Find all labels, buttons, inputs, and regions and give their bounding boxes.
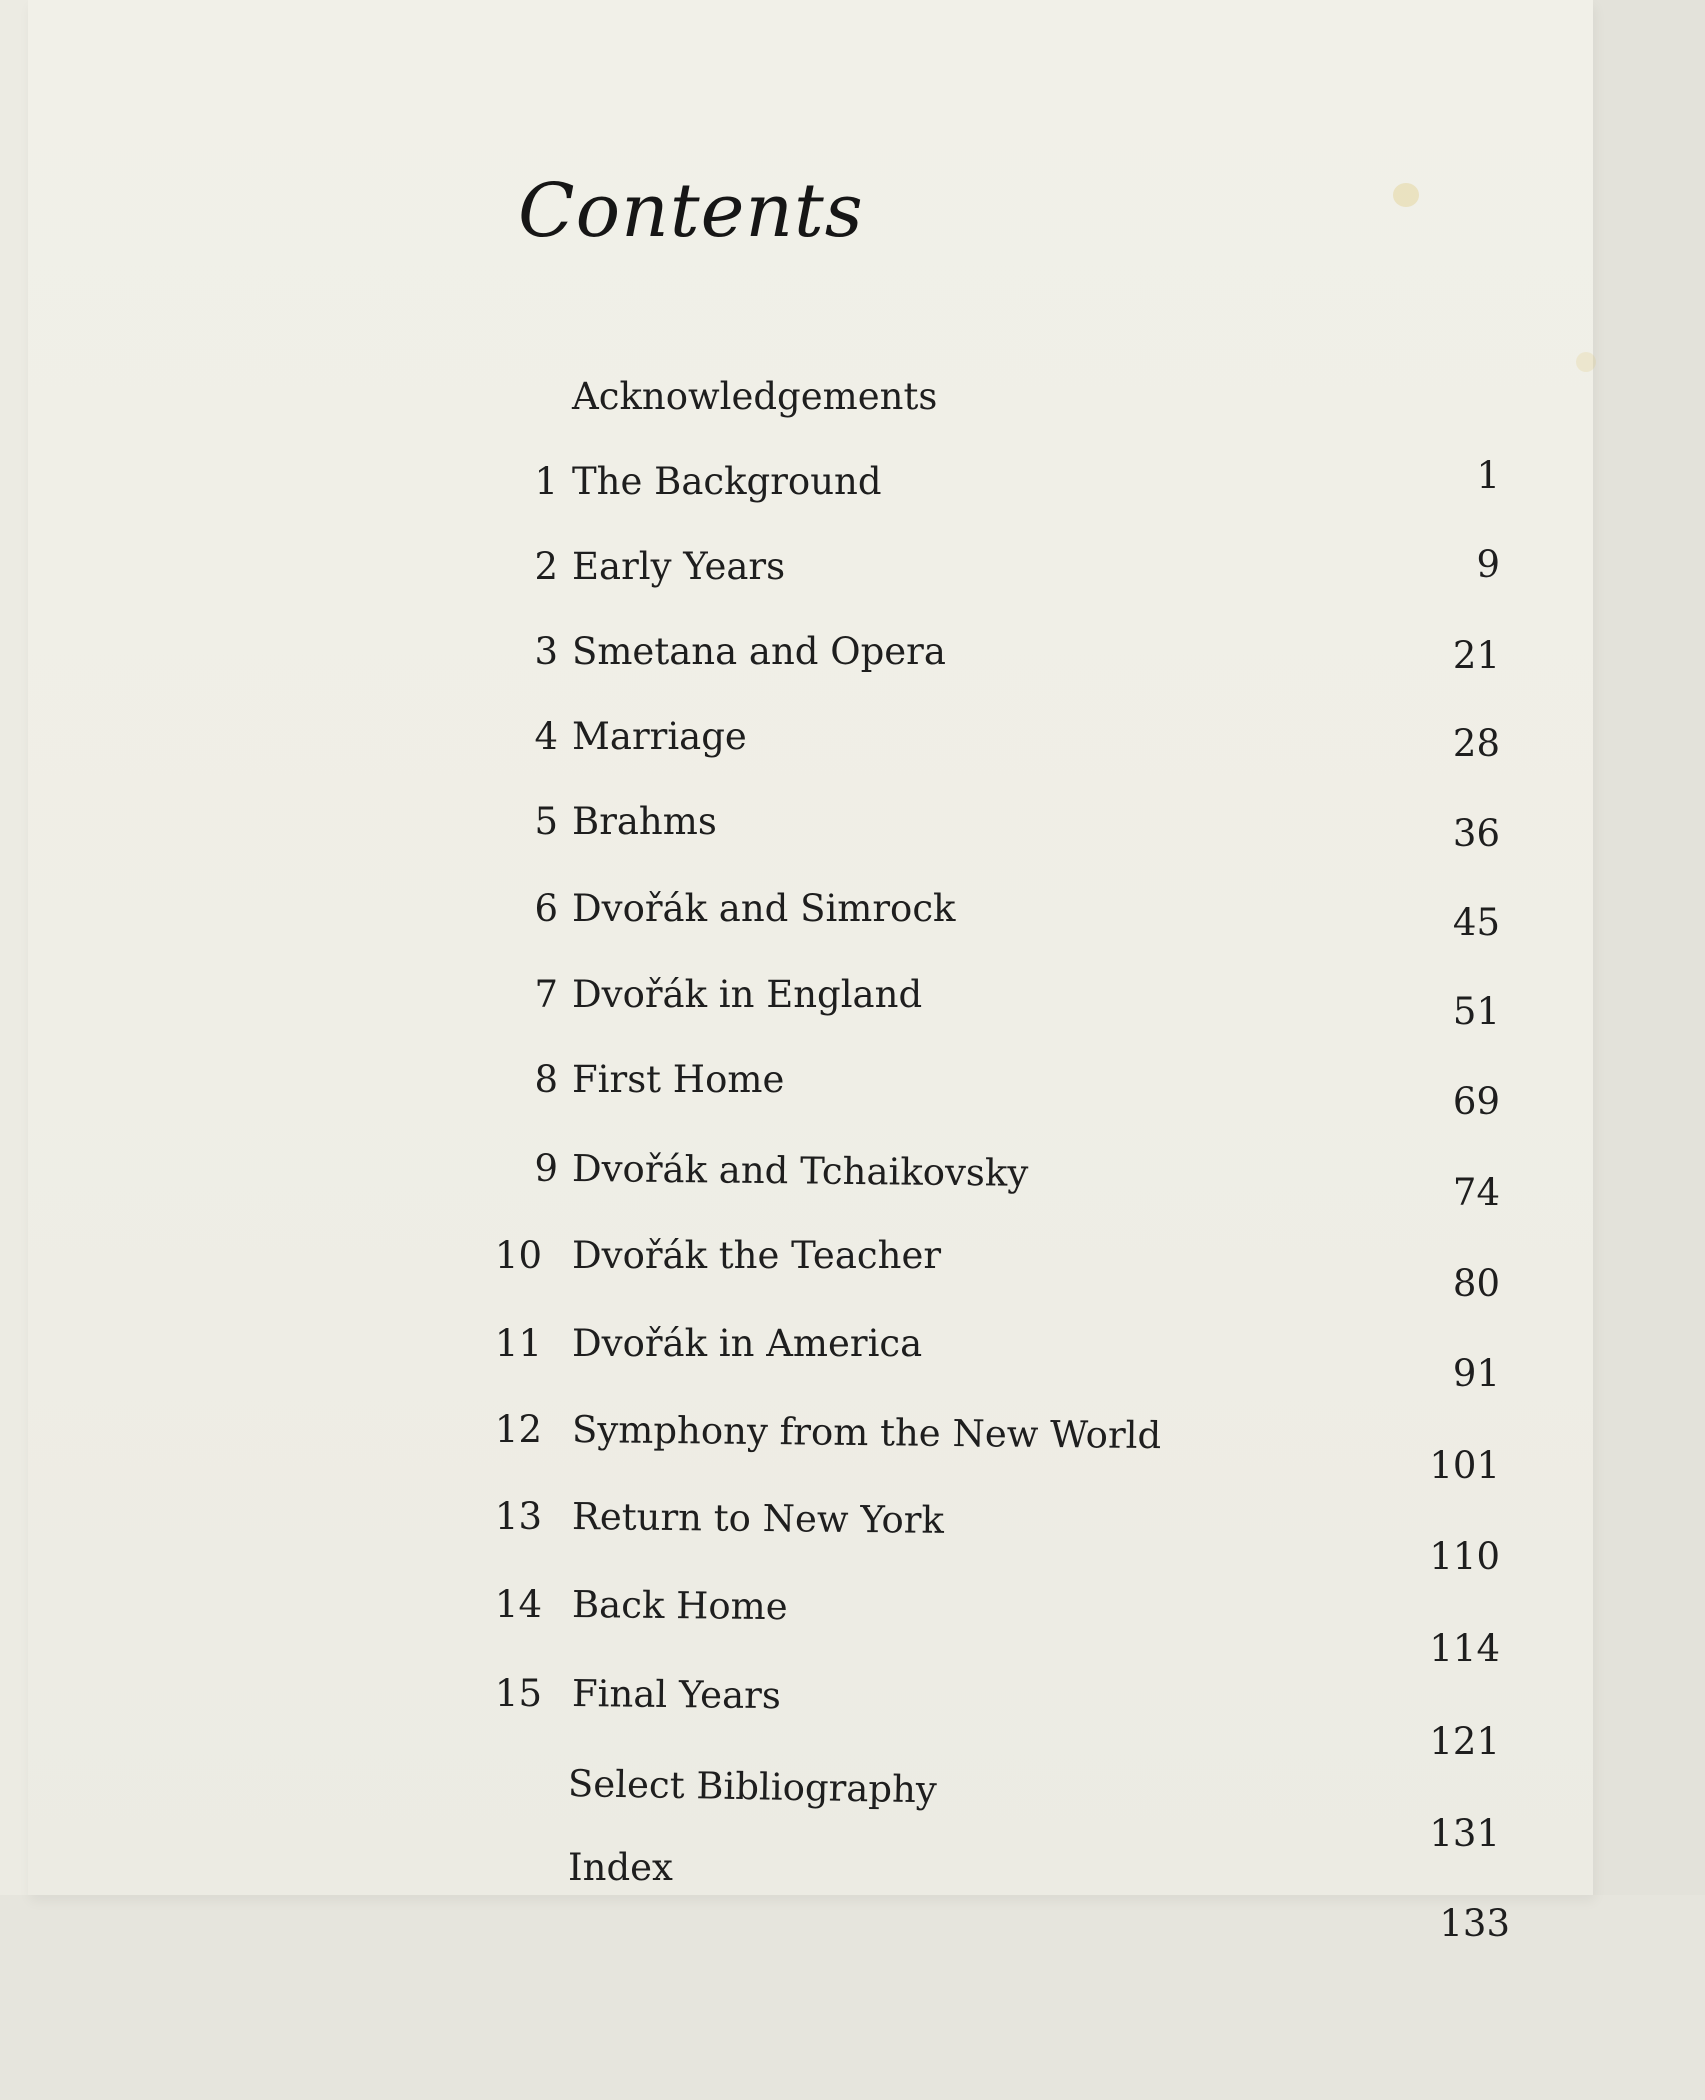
chapter-number: 15 (494, 1672, 542, 1715)
chapter-title: Back Home (571, 1583, 788, 1629)
page-number: 91 (1452, 1352, 1500, 1395)
chapter-number: 9 (534, 1147, 558, 1190)
page-edge (1593, 0, 1705, 2100)
toc-entry (494, 1322, 1500, 1395)
chapter-title: Dvořák and Simrock (572, 887, 956, 930)
chapter-title: Final Years (571, 1672, 782, 1718)
chapter-title: Symphony from the New World (571, 1408, 1162, 1458)
chapter-title: Select Bibliography (567, 1762, 938, 1812)
chapter-title: First Home (572, 1058, 785, 1101)
chapter-number: 1 (534, 460, 558, 503)
chapter-title: Dvořák the Teacher (572, 1234, 942, 1277)
toc-entry (494, 1583, 1500, 1670)
chapter-number: 8 (534, 1058, 558, 1101)
page-number: 133 (1439, 1902, 1510, 1945)
chapter-number: 13 (494, 1495, 542, 1538)
toc-entry (494, 1495, 1500, 1578)
paper-stain (1393, 183, 1419, 207)
page-number: 69 (1452, 1080, 1500, 1123)
chapter-number: 7 (534, 973, 558, 1016)
page-number: 80 (1452, 1262, 1500, 1305)
page-number: 131 (1429, 1812, 1500, 1855)
page-title: Contents (518, 168, 864, 254)
page-number: 114 (1429, 1627, 1500, 1670)
page-number: 21 (1452, 634, 1500, 677)
chapter-title: Dvořák in America (572, 1322, 923, 1365)
chapter-title: Acknowledgements (572, 375, 938, 418)
toc-entry (500, 1058, 1500, 1123)
chapter-title: Dvořák and Tchaikovsky (571, 1147, 1029, 1195)
chapter-number: 4 (534, 715, 558, 758)
chapter-title: Return to New York (571, 1495, 945, 1542)
chapter-title: Dvořák in England (572, 973, 923, 1016)
chapter-number: 5 (534, 800, 558, 843)
toc-entry (500, 887, 1500, 947)
chapter-number: 10 (494, 1234, 542, 1277)
chapter-title: The Background (572, 460, 882, 503)
toc-entry (500, 545, 1500, 605)
page-number: 51 (1452, 990, 1500, 1033)
toc-entry (500, 454, 1500, 520)
chapter-title: Marriage (572, 715, 747, 758)
paper-stain (1576, 352, 1596, 372)
toc-entry (500, 1147, 1500, 1214)
page-number: 110 (1429, 1535, 1500, 1578)
page-number: 121 (1429, 1720, 1500, 1763)
chapter-number: 14 (494, 1583, 542, 1626)
page-number: 36 (1452, 812, 1500, 855)
chapter-title: Smetana and Opera (572, 630, 946, 673)
chapter-number: 11 (494, 1322, 542, 1365)
toc-entry (500, 800, 1500, 860)
toc-entry-bibliography (500, 1762, 1500, 1855)
toc-entry (500, 630, 1500, 690)
toc-entry (500, 715, 1500, 775)
page-number: 74 (1452, 1171, 1500, 1214)
chapter-number: 6 (534, 887, 558, 930)
page-number: 1 (1476, 454, 1500, 497)
toc-entry (494, 1408, 1500, 1487)
chapter-title: Brahms (572, 800, 717, 843)
page-number: 45 (1452, 901, 1500, 944)
chapter-title: Early Years (572, 545, 786, 588)
chapter-number: 3 (534, 630, 558, 673)
toc-entry (494, 1234, 1500, 1305)
chapter-number: 2 (534, 545, 558, 588)
toc-entry-index (500, 1846, 1510, 1945)
page-number: 101 (1429, 1444, 1500, 1487)
page-number: 28 (1452, 722, 1500, 765)
chapter-title: Index (568, 1846, 673, 1889)
toc-entry-acknowledgements (500, 375, 1500, 435)
chapter-number: 12 (494, 1408, 542, 1451)
toc-entry (500, 973, 1500, 1033)
page-number: 9 (1476, 543, 1500, 586)
toc-entry (494, 1672, 1500, 1763)
